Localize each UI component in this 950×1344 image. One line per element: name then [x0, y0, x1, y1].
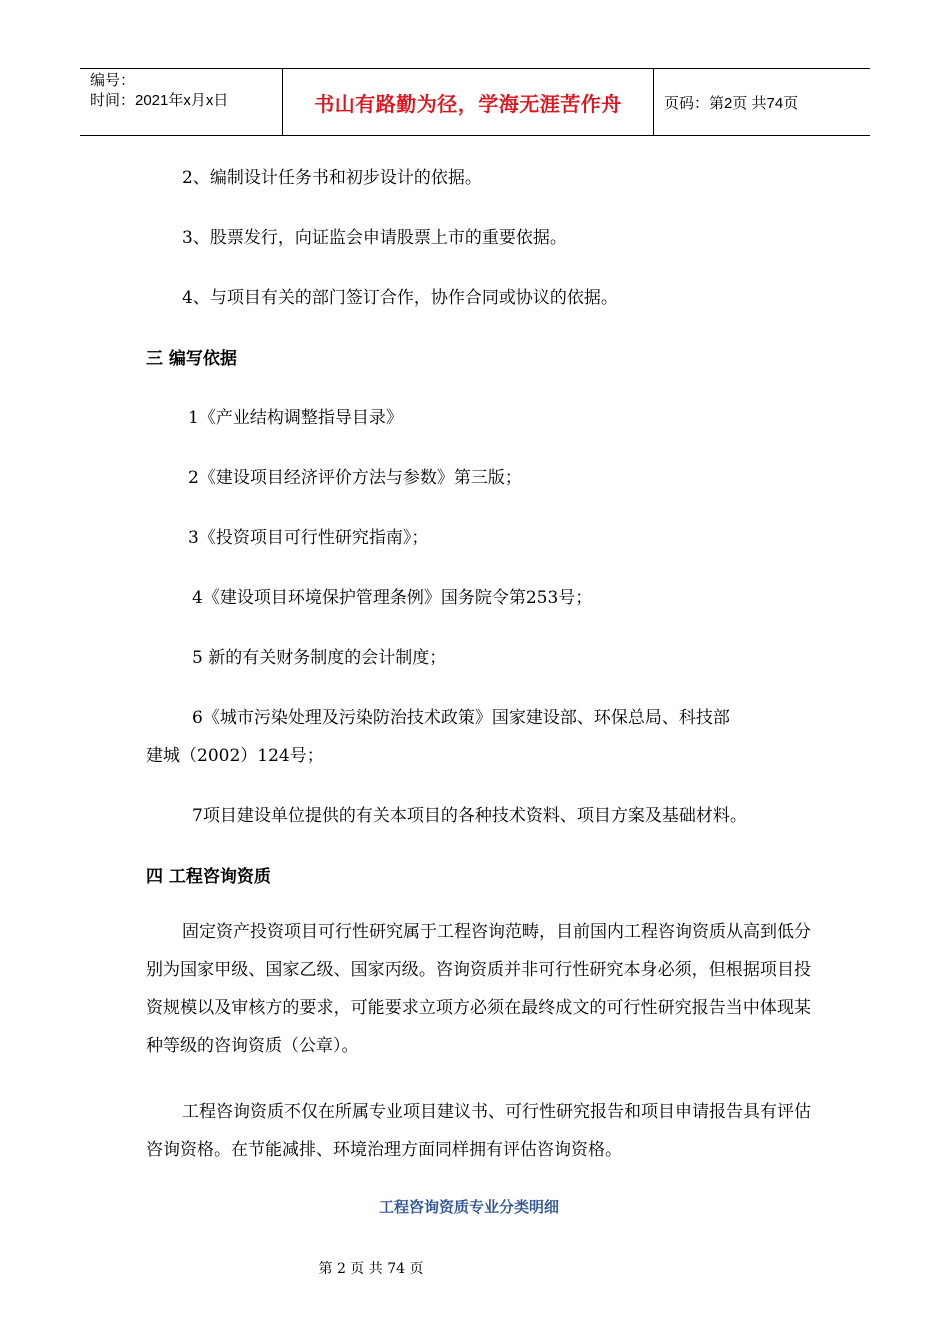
header-page-info: 页码：第2页 共74页	[664, 94, 799, 112]
reference-item-2: 2《建设项目经济评价方法与参数》第三版；	[188, 468, 522, 488]
paragraph-qualification-1: 固定资产投资项目可行性研究属于工程咨询范畴，目前国内工程咨询资质从高到低分别为国家甲级、国家乙级、国家丙级。咨询资质并非可行性研究本身必须，但根据项目投资规模以及审核方的要求，可能要求立项方必须在最终成文的可行性研究报告当中体现某种等级的咨询资质（公章）。	[146, 922, 811, 1056]
table-caption: 工程咨询资质专业分类明细	[378, 1198, 559, 1216]
reference-item-4: 4《建设项目环境保护管理条例》国务院令第253号；	[192, 588, 593, 608]
reference-item-7: 7项目建设单位提供的有关本项目的各种技术资料、项目方案及基础材料。	[192, 806, 747, 826]
list-item: 3、股票发行，向证监会申请股票上市的重要依据。	[182, 228, 567, 248]
header-number-label: 编号：	[90, 72, 136, 89]
header-page-info-cell	[654, 69, 870, 135]
list-item: 2、编制设计任务书和初步设计的依据。	[182, 168, 482, 188]
reference-item-1: 1《产业结构调整指导目录》	[188, 408, 403, 428]
paragraph-qualification-2: 工程咨询资质不仅在所属专业项目建议书、可行性研究报告和项目申请报告具有评估咨询资格。在节能减排、环境治理方面同样拥有评估咨询资格。	[146, 1102, 811, 1160]
header-motto: 书山有路勤为径，学海无涯苦作舟	[314, 91, 622, 116]
list-item: 4、与项目有关的部门签订合作，协作合同或协议的依据。	[182, 288, 618, 308]
page-footer: 第 2 页 共 74 页	[318, 1261, 424, 1277]
header-time-label: 时间：2021年x月x日	[90, 92, 229, 109]
header-meta	[80, 69, 282, 135]
reference-item-3: 3《投资项目可行性研究指南》；	[188, 528, 429, 548]
section-heading-3: 三 编写依据	[146, 349, 237, 369]
document-header	[80, 68, 870, 136]
header-motto-cell	[282, 69, 654, 135]
reference-item-5: 5 新的有关财务制度的会计制度；	[192, 648, 447, 668]
section-heading-4: 四 工程咨询资质	[146, 867, 271, 887]
reference-item-6: 6《城市污染处理及污染防治技术政策》国家建设部、环保总局、科技部	[192, 708, 730, 728]
reference-item-6-cont: 建城（2002）124号；	[146, 746, 324, 766]
